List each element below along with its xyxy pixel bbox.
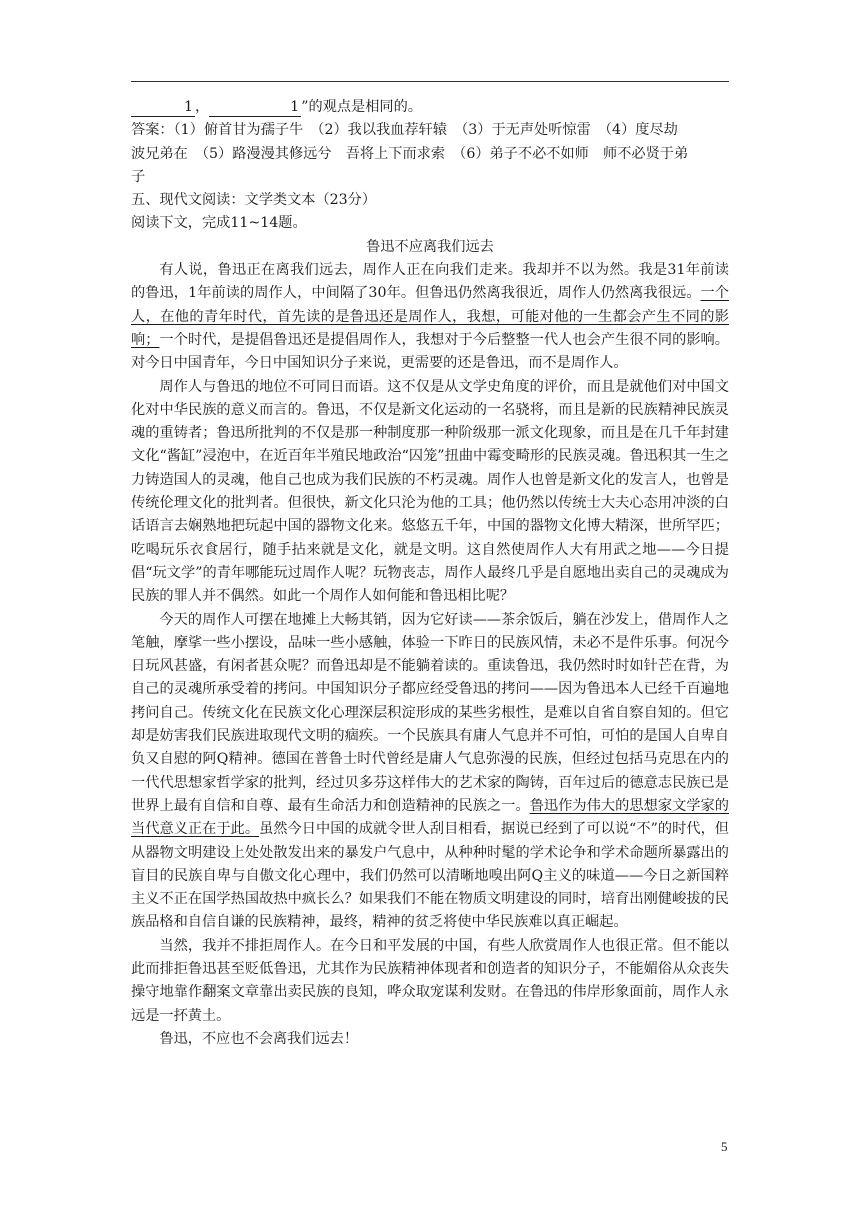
paragraph-2: 周作人与鲁迅的地位不可同日而语。这不仅是从文学史角度的评价，而且是就他们对中国文化对中华民族的意义而言的。鲁迅，不仅是新文化运动的一名骁将，而且是新的民族精神民族灵魂的重铸者；鲁迅所批判的不仅是那一种制度那一种阶级那一派文化现象，而且是在几千年封建文化“酱缸”浸泡中，在近百年半殖民地政治“囚笼”扭曲中霉变畸形的民族灵魂。鲁迅积其一生之力铸造国人的灵魂，他自己也成为我们民族的不朽灵魂。周作人也曾是新文化的发言人，也曾是传统伦理文化的批判者。但很快，新文化只沦为他的工具；他仍然以传统士大夫心态用冲淡的白话语言去娴熟地把玩起中国的器物文化来。悠悠五千年，中国的器物文化博大精深，世所罕匹；吃喝玩乐衣食居行，随手拈来就是文化，就是文明。这自然使周作人大有用武之地——今日提倡“玩文学”的青年哪能玩过周作人呢？玩物丧志，周作人最终几乎是自愿地出卖自己的灵魂成为民族的罪人并不偶然。如此一个周作人如何能和鲁迅相比呢？ bbox=[131, 378, 729, 605]
answer-line-1: 答案：（1）俯首甘为孺子牛 （2）我以我血荐轩辕 （3）于无声处听惊雷 （4）度尽劫 bbox=[131, 122, 678, 139]
section-heading: 五、现代文阅读：文学类文本（23分） bbox=[131, 192, 377, 209]
paragraph-1-start: 有人说，鲁迅正在离我们远去，周作人正在向我们走来。我却并不以为然。我是31年前读的鲁迅，1年前读的周作人，中间隔了30年。但鲁迅仍然离我很近，周作人仍然离我很远。 bbox=[131, 262, 729, 302]
paragraph-3-end: 虽然今日中国的成就令世人刮目相看，据说已经到了可以说“不”的时代，但从器物文明建设上处处散发出来的暴发户气息中，从种种时髦的学术论争和学术命题所暴露出的盲目的民族自卑与自傲文化心理中，我们仍然可以清晰地嗅出阿Q主义的味道——今日之新国粹主义不正在国学热国故热中疯长么？如果我们不能在物质文明建设的同时，培育出刚健峻拔的民族品格和自信自谦的民族精神，最终，精神的贫乏将使中华民族难以真正崛起。 bbox=[131, 821, 729, 931]
paragraph-1-end: 一个时代，是提倡鲁迅还是提倡周作人，我想对于今后整整一代人也会产生很不同的影响。对今日中国青年，今日中国知识分子来说，更需要的还是鲁迅，而不是周作人。 bbox=[131, 331, 729, 372]
underlined-sentence-1: 一个人，在他的青年时代，首先读的是鲁迅还是周作人，我想，可能对他的一生都会产生不同的影响； bbox=[131, 285, 729, 348]
paragraph-3-start: 今天的周作人可摆在地摊上大畅其销，因为它好读——茶余饭后，躺在沙发上，借周作人之笔触，摩挲一些小摆设，品味一些小感触，体验一下昨日的民族风情，未必不是件乐事。何况今日玩风甚盛，有闲者甚众呢？而鲁迅却是不能躺着读的。重读鲁迅，我仍然时时如针芒在背，为自己的灵魂所承受着的拷问。中国知识分子都应经受鲁迅的拷问——因为鲁迅本人已经千百遍地拷问自己。传统文化在民族文化心理深层积淀形成的某些劣根性，是难以自省自察自知的。但它却是妨害我们民族进取现代文明的痼疾。一个民族具有庸人气息并不可怕，可怕的是国人自卑自负又自慰的阿Q精神。德国在普鲁士时代曾经是庸人气息弥漫的民族，但经过包括马克思在内的一代代思想家哲学家的批判，经过贝多芬这样伟大的艺术家的陶铸，百年过后的德意志民族已是世界上最有自信和自尊、最有生命活力和创造精神的民族之一。 bbox=[131, 611, 729, 814]
paragraph-3 bbox=[131, 609, 729, 935]
fill-in-line bbox=[131, 96, 729, 119]
paragraph-1 bbox=[131, 259, 729, 375]
answer-blank-2: 1 bbox=[209, 98, 301, 117]
article-title: 鲁迅不应离我们远去 bbox=[366, 238, 494, 255]
page-body bbox=[131, 96, 729, 1051]
instruction: 阅读下文，完成11~14题。 bbox=[131, 215, 307, 232]
blank-separator: ， bbox=[195, 99, 210, 115]
answer-line-2: 波兄弟在 （5）路漫漫其修远兮 吾将上下而求索 （6）弟子不必不如师 师不必贤于弟 bbox=[131, 145, 689, 162]
paragraph-5: 鲁迅，不应也不会离我们远去！ bbox=[159, 1030, 359, 1047]
page-number: 5 bbox=[721, 1139, 728, 1154]
answer-line-3: 子 bbox=[131, 168, 146, 185]
answer-blank-1: 1 bbox=[131, 98, 195, 117]
paragraph-4: 当然，我并不排拒周作人。在今日和平发展的中国，有些人欣赏周作人也很正常。但不能以此而排拒鲁迅甚至贬低鲁迅，尤其作为民族精神体现者和创造者的知识分子，不能媚俗从众丧失操守地靠作翻案文章靠出卖民族的良知，哗众取宠谋利发财。在鲁迅的伟岸形象面前，周作人永远是一抔黄土。 bbox=[131, 937, 729, 1024]
fill-line-tail: ”的观点是相同的。 bbox=[301, 99, 422, 115]
header-rule bbox=[131, 81, 729, 82]
underlined-sentence-2: 鲁迅作为伟大的思想家文学家的当代意义正在于此。 bbox=[131, 797, 729, 838]
